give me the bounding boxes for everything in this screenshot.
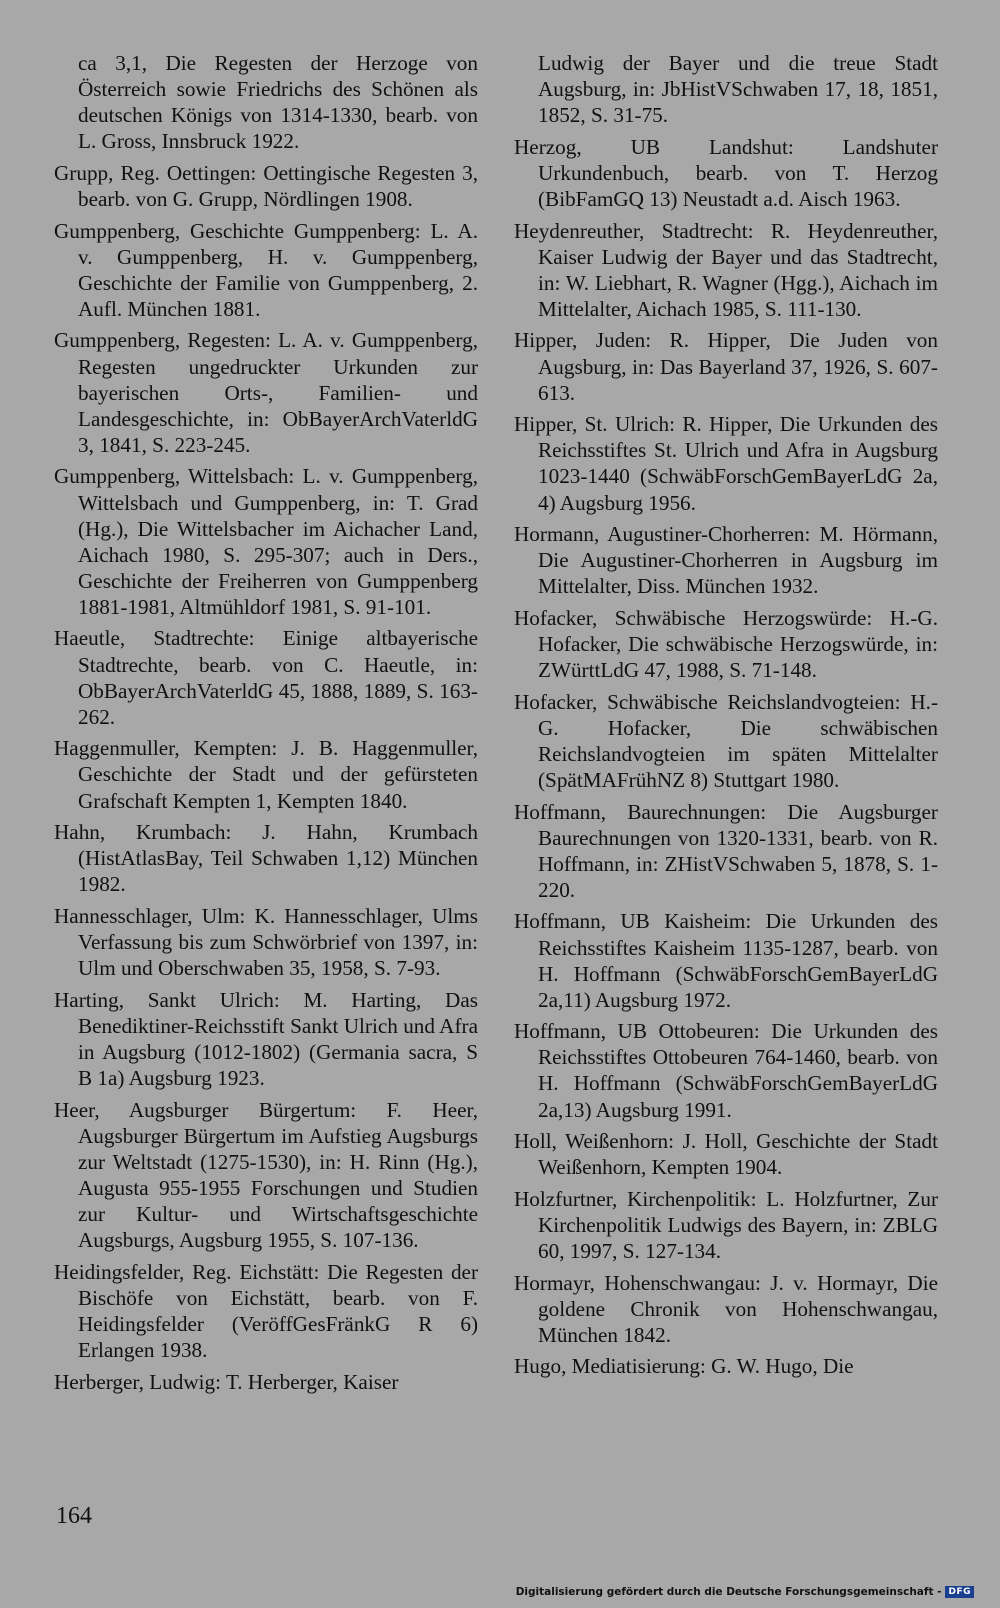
bibliography-entry: Herzog, UB Landshut: Landshuter Urkundenbuch, bearb. von T. Herzog (BibFamGQ 13) Neustadt a.d. Aisch 1963. [514,134,938,211]
bibliography-entry: Hugo, Mediatisierung: G. W. Hugo, Die [514,1354,854,1379]
page-number: 164 [56,1503,92,1529]
bibliography-entry: Heydenreuther, Stadtrecht: R. Heydenreuther, Kaiser Ludwig der Bayer und das Stadtrecht, in: W. Liebhart, R. Wagner (Hgg.), Aichach im Mittelalter, Aichach 1985, S. 111-130. [514,218,938,321]
bibliography-entry: Heer, Augsburger Bürgertum: F. Heer, Augsburger Bürgertum im Aufstieg Augsburgs zur Weltstadt (1275-1530), in: H. Rinn (Hg.), Augusta 955-1955 Forschungen und Studien zur Kultur- und Wirtschaftsgeschichte Augsburgs, Augsburg 1955, S. 107-136. [54,1097,478,1253]
bibliography-entry: Hormayr, Hohenschwangau: J. v. Hormayr, Die goldene Chronik von Hohenschwangau, München 1842. [514,1270,938,1347]
right-column [514,50,938,1385]
bibliography-entry: Hoffmann, UB Ottobeuren: Die Urkunden des Reichsstiftes Ottobeuren 764-1460, bearb. von H. Hoffmann (SchwäbForschGemBayerLdG 2a,13) Augsburg 1991. [514,1019,938,1122]
bibliography-entry: Hoffmann, UB Kaisheim: Die Urkunden des Reichsstiftes Kaisheim 1135-1287, bearb. von H. Hoffmann (SchwäbForschGemBayerLdG 2a,11) Augsburg 1972. [514,909,938,1012]
left-column [54,50,478,1400]
bibliography-entry: Herberger, Ludwig: T. Herberger, Kaiser [54,1369,399,1394]
dfg-logo-icon: DFG [945,1586,974,1598]
bibliography-entry: Hahn, Krumbach: J. Hahn, Krumbach (HistAtlasBay, Teil Schwaben 1,12) München 1982. [54,820,478,897]
bibliography-entry: Holl, Weißenhorn: J. Holl, Geschichte der Stadt Weißenhorn, Kempten 1904. [514,1129,938,1180]
bibliography-entry: Haeutle, Stadtrechte: Einige altbayerische Stadtrechte, bearb. von C. Haeutle, in: ObBayerArchVaterldG 45, 1888, 1889, S. 163-262. [54,626,478,729]
bibliography-entry: Holzfurtner, Kirchenpolitik: L. Holzfurtner, Zur Kirchenpolitik Ludwigs des Bayern, in: ZBLG 60, 1997, S. 127-134. [514,1186,938,1264]
bibliography-entry: Haggenmuller, Kempten: J. B. Haggenmuller, Geschichte der Stadt und der gefürsteten Grafschaft Kempten 1, Kempten 1840. [54,736,478,813]
bibliography-entry: Hannesschlager, Ulm: K. Hannesschlager, Ulms Verfassung bis zum Schwörbrief von 1397, in: Ulm und Oberschwaben 35, 1958, S. 7-93. [54,903,478,981]
bibliography-entry: Ludwig der Bayer und die treue Stadt Augsburg, in: JbHistVSchwaben 17, 18, 1851, 1852, S. 31-75. [538,51,938,128]
bibliography-entry: Gumppenberg, Regesten: L. A. v. Gumppenberg, Regesten ungedruckter Urkunden zur bayerischen Orts-, Familien- und Landesgeschichte, in: ObBayerArchVaterldG 3, 1841, S. 223-245. [54,328,478,457]
bibliography-entry: Harting, Sankt Ulrich: M. Harting, Das Benediktiner-Reichsstift Sankt Ulrich und Afra in Augsburg (1012-1802) (Germania sacra, S B 1a) Augsburg 1923. [54,987,478,1090]
bibliography-entry: Hormann, Augustiner-Chorherren: M. Hörmann, Die Augustiner-Chorherren in Augsburg im Mittelalter, Diss. München 1932. [514,522,938,599]
bibliography-entry: Hipper, Juden: R. Hipper, Die Juden von Augsburg, in: Das Bayerland 37, 1926, S. 607-613. [514,328,938,405]
bibliography-entry: Gumppenberg, Geschichte Gumppenberg: L. A. v. Gumppenberg, H. v. Gumppenberg, Geschichte der Familie von Gumppenberg, 2. Aufl. München 1881. [54,218,478,321]
bibliography-entry: Hofacker, Schwäbische Herzogswürde: H.-G. Hofacker, Die schwäbische Herzogswürde, in: ZWürttLdG 47, 1988, S. 71-148. [514,605,938,683]
footer-text: Digitalisierung gefördert durch die Deutsche Forschungsgemeinschaft - [515,1586,942,1598]
bibliography-entry: ca 3,1, Die Regesten der Herzoge von Österreich sowie Friedrichs des Schönen als deutschen Königs von 1314-1330, bearb. von L. Gross, Innsbruck 1922. [78,51,478,154]
bibliography-entry: Hofacker, Schwäbische Reichslandvogteien: H.-G. Hofacker, Die schwäbischen Reichslandvogteien im späten Mittelalter (SpätMAFrühNZ 8) Stuttgart 1980. [514,689,938,792]
bibliography-entry: Gumppenberg, Wittelsbach: L. v. Gumppenberg, Wittelsbach und Gumppenberg, in: T. Grad (Hg.), Die Wittelsbacher im Aichacher Land, Aichach 1980, S. 295-307; auch in Ders., Geschichte der Freiherren von Gumppenberg 1881-1981, Altmühldorf 1981, S. 91-101. [54,464,478,619]
bibliography-entry: Hipper, St. Ulrich: R. Hipper, Die Urkunden des Reichsstiftes St. Ulrich und Afra in Augsburg 1023-1440 (SchwäbForschGemBayerLdG 2a, 4) Augsburg 1956. [514,412,938,515]
bibliography-entry: Heidingsfelder, Reg. Eichstätt: Die Regesten der Bischöfe von Eichstätt, bearb. von F. Heidingsfelder (VeröffGesFränkG R 6) Erlangen 1938. [54,1259,478,1362]
digitization-credit [516,1586,974,1598]
bibliography-entry: Grupp, Reg. Oettingen: Oettingische Regesten 3, bearb. von G. Grupp, Nördlingen 1908. [54,160,478,211]
bibliography-entry: Hoffmann, Baurechnungen: Die Augsburger Baurechnungen von 1320-1331, bearb. von R. Hoffmann, in: ZHistVSchwaben 5, 1878, S. 1-220. [514,799,938,902]
